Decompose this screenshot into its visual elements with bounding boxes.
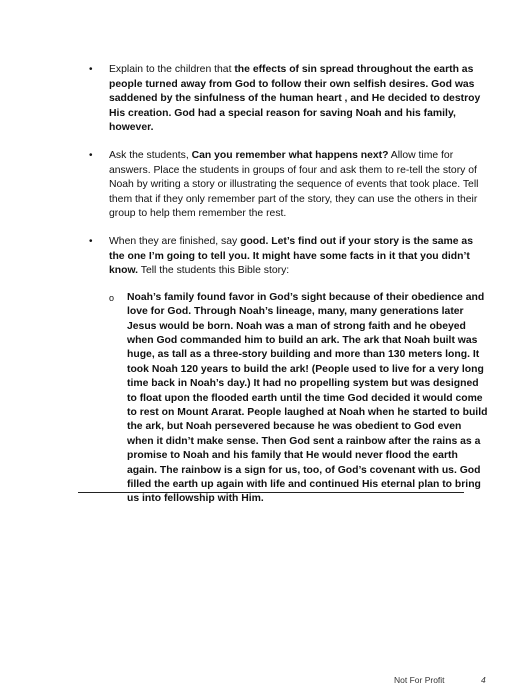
sub-bullet-icon: o <box>109 292 115 303</box>
list-item <box>88 149 488 222</box>
story-sublist <box>109 291 488 507</box>
bullet-text-1 <box>109 64 480 133</box>
text-run: When they are finished, say <box>109 235 241 247</box>
bullet-text-2 <box>109 150 478 219</box>
text-run: Explain to the children that <box>109 64 235 75</box>
text-run-bold: Can you remember what happens next? <box>191 149 389 161</box>
story-text: Noah’s family found favor in God’s sight because of their obedience and love for God. Through Noah’s lineage, many, many generations later Jesus would be born. Noah was a man of strong faith and he obeyed when God commanded him to build an ark. The ark that Noah built was huge, as tall as a three-story building and more than 130 meters long. It took Noah 120 years to build the ark! (People used to live for a very long time back in Noah’s day.) It had no propelling system but was designed to float upon the flooded earth until the time God decided it would come to rest on Mount Ararat. People laughed at Noah when he started to build the ark, but Noah persevered because he was obedient to God even when it didn’t make sense. Then God sent a rainbow after the rains as a promise to Noah and his family that He would never flood the earth again. The rainbow is a sign for us, too, of God’s covenant with us. God filled the earth up again with life and continued His eternal plan to bring us into fellowship with Him. <box>127 291 488 505</box>
footer-label: Not For Profit <box>394 675 445 685</box>
instruction-list <box>88 63 488 520</box>
text-run-bold: the effects of sin spread throughout the earth as people turned away from God to follow their own selfish desires. God was saddened by the sinfulness of the human heart , and He decided to destroy His creation. God had a special reason for saving Noah and his family, however. <box>109 64 481 134</box>
page-number: 4 <box>481 675 486 685</box>
text-run: Allow time for answers. Place the students in groups of four and ask them to re-tell the story of Noah by writing a story or illustrating the sequence of events that took place. Tell them that if they only remember part of the story, they can use the others in their group to help them remember the rest. <box>109 149 479 220</box>
list-item <box>88 63 488 136</box>
bullet-icon: • <box>89 235 93 247</box>
horizontal-rule <box>78 492 464 493</box>
text-run: Ask the students, <box>109 149 192 161</box>
text-run: Tell the students this Bible story: <box>138 265 290 277</box>
bullet-icon: • <box>89 64 93 75</box>
list-item <box>88 235 488 507</box>
bullet-icon: • <box>89 149 93 161</box>
story-paragraph <box>109 291 488 507</box>
text-run-bold: good. Let’s find out if your story is the same as the one I’m going to tell you. It might have some facts in it that you didn’t know. <box>109 235 473 277</box>
bullet-text-3 <box>109 236 473 276</box>
